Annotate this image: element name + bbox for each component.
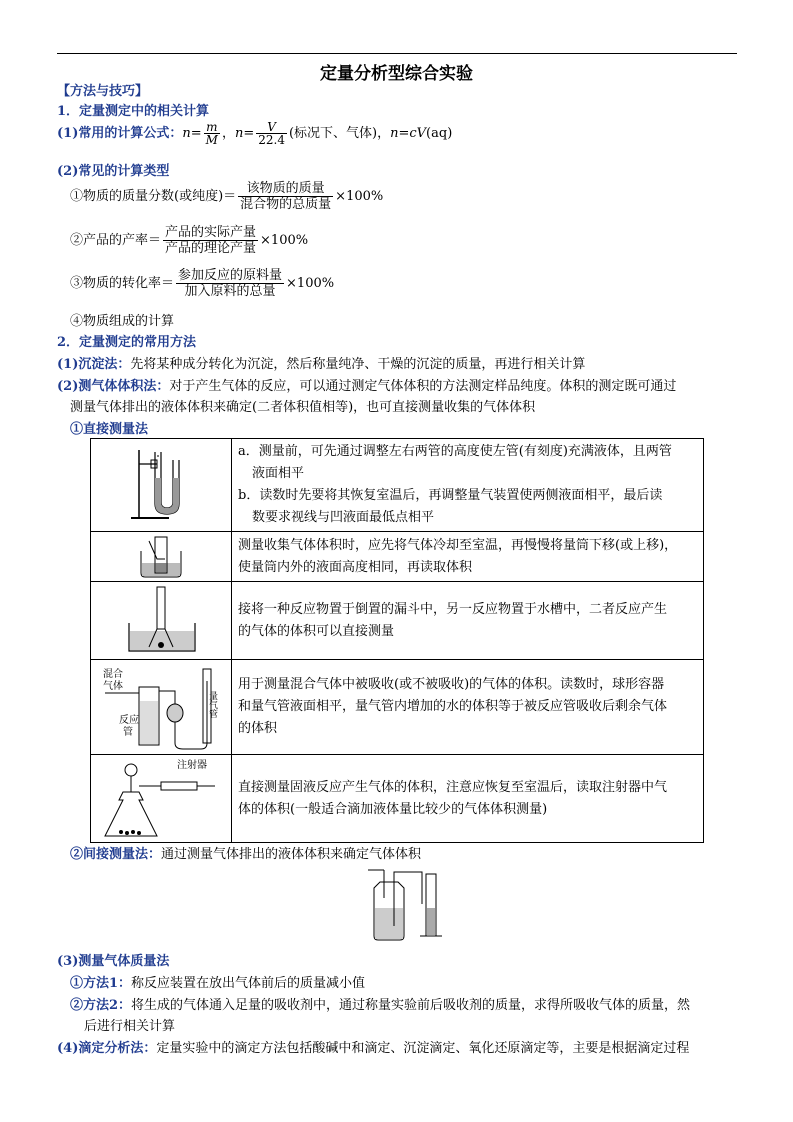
- calc1-num: 该物质的质量: [238, 181, 333, 197]
- indirect-label: ②间接测量法：: [70, 847, 162, 862]
- row1-line4: 数要求视线与凹液面最低点相平: [252, 510, 435, 525]
- row3-line2: 的气体的体积可以直接测量: [238, 623, 395, 639]
- row1-line1: a．测量前，可先通过调整左右两管的高度使左管(有刻度)充满液体，且两管: [238, 444, 672, 459]
- m3b-text: 将生成的气体通入足量的吸收剂中，通过称量实验前后吸收剂的质量，求得所吸收气体的质量，然: [131, 998, 691, 1013]
- m2-label: (2)测气体体积法：: [57, 379, 170, 394]
- m1-text: 先将某种成分转化为沉淀，然后称量纯净、干燥的沉淀的质量，再进行相关计算: [130, 357, 586, 372]
- formula-n1: n: [182, 126, 191, 141]
- calc-composition: ④物质组成的计算: [70, 314, 175, 329]
- m2-text-cont: 测量气体排出的液体体积来确定(二者体积值相等)，也可直接测量收集的气体体积: [70, 400, 536, 415]
- calc2-frac: [163, 225, 258, 256]
- formula-comma: ，: [221, 126, 235, 141]
- syringe-flask-figure: [91, 756, 231, 842]
- graduated-cylinder-figure: [91, 533, 231, 581]
- calc2-lead: ②产品的产率＝: [70, 233, 162, 248]
- method-gas-volume: [57, 375, 676, 394]
- calc3-den: 加入原料的总量: [184, 284, 276, 299]
- formula-tail: (标况下、气体)，: [288, 126, 391, 141]
- calc1-den: 混合物的总质量: [240, 197, 332, 212]
- m4-label: (4)滴定分析法：: [57, 1041, 157, 1056]
- frac-num-m: m: [204, 121, 220, 134]
- m3b-text-cont: 后进行相关计算: [84, 1019, 176, 1034]
- fig-syringe-cell: [91, 755, 232, 843]
- calc3-num: 参加反应的原料量: [178, 268, 283, 283]
- calc1-tail: ×100%: [335, 189, 384, 204]
- inverted-funnel-figure: [91, 583, 231, 659]
- m4-titration: [57, 1037, 689, 1056]
- row5-line1: 直接测量固液反应产生气体的体积，注意应恢复至室温后，读取注射器中气: [238, 779, 668, 795]
- row2-line1: 测量收集气体体积时，应先将气体冷却至室温，再慢慢将量筒下移(或上移)，: [238, 537, 678, 553]
- frac-num-V: V: [256, 121, 287, 134]
- calc1-lead: ①物质的质量分数(或纯度)＝: [70, 189, 237, 204]
- m3-method2: [70, 994, 690, 1013]
- formula-n2: n: [234, 126, 244, 141]
- row5-line2: 体的体积(一般适合滴加液体量比较少的气体体积测量): [238, 801, 548, 817]
- fig-funnel-cell: [91, 582, 232, 660]
- calc1-frac: [238, 181, 333, 212]
- row1-line3: b．读数时先要将其恢复室温后，再调整量气装置使两侧液面相平，最后读: [238, 488, 663, 503]
- frac-den-22-4: 22.4: [258, 133, 285, 147]
- fig5-label-syringe: 注射器: [177, 759, 207, 771]
- fig-gas-burette-cell: [91, 660, 232, 755]
- row4-line2: 和量气管液面相平，量气管内增加的水的体积等于被反应管吸收后剩余气体: [238, 699, 668, 714]
- direct-label: ①直接测量法: [70, 422, 149, 437]
- row5-text: [232, 755, 704, 843]
- s1-heading: 1．定量测定中的相关计算: [57, 104, 210, 119]
- calc-yield: [70, 225, 308, 256]
- gas-burette-figure: [91, 661, 231, 754]
- indirect-figure: [360, 864, 450, 944]
- method-precipitation: [57, 353, 585, 372]
- calc2-num: 产品的实际产量: [165, 225, 257, 240]
- fig-u-tube-cell: [91, 439, 232, 532]
- formula-aq: (aq): [426, 126, 453, 141]
- formula-label: (1)常用的计算公式：: [57, 126, 183, 141]
- calc2-tail: ×100%: [260, 233, 309, 248]
- table-row: [91, 532, 704, 582]
- indirect-method: [70, 843, 421, 862]
- m4-text: 定量实验中的滴定方法包括酸碱中和滴定、沉淀滴定、氧化还原滴定等，主要是根据滴定过程: [156, 1041, 690, 1056]
- row4-line1: 用于测量混合气体中被吸收(或不被吸收)的气体的体积。读数时，球形容器: [238, 677, 665, 692]
- row1-text: [232, 439, 704, 532]
- m2-text: 对于产生气体的反应，可以通过测定气体体积的方法测定样品纯度。体积的测定既可通过: [169, 379, 677, 394]
- table-row: [91, 439, 704, 532]
- m3-label: (3)测量气体质量法: [57, 954, 170, 969]
- calc3-lead: ③物质的转化率＝: [70, 276, 175, 291]
- page-title: 定量分析型综合实验: [320, 64, 473, 84]
- m3-method1: [70, 972, 365, 991]
- frac-den-M: M: [205, 133, 218, 147]
- fig4-label-gas: 气体: [103, 680, 123, 692]
- calc-conversion: [70, 268, 334, 299]
- calc2-den: 产品的理论产量: [165, 241, 257, 256]
- calc3-frac: [176, 268, 284, 299]
- formula-ncv: n=cV: [390, 126, 427, 141]
- formula-eq2: =: [243, 126, 255, 141]
- fig4-label-mix: 混合: [103, 668, 123, 680]
- formula-line: [57, 121, 452, 146]
- calc3-tail: ×100%: [286, 276, 335, 291]
- calc-types-label: (2)常见的计算类型: [57, 164, 170, 179]
- table-row: [91, 582, 704, 660]
- calc-mass-fraction: [70, 181, 383, 212]
- row2-line2: 使量筒内外的液面高度相同，再读取体积: [238, 559, 473, 575]
- row3-line1: 接将一种反应物置于倒置的漏斗中，另一反应物置于水槽中，二者反应产生: [238, 601, 668, 617]
- row4-line3: 的体积: [238, 721, 278, 736]
- table-row: [91, 755, 704, 843]
- direct-method-table: [90, 438, 704, 843]
- formula-eq1: =: [190, 126, 202, 141]
- u-tube-apparatus-figure: [91, 442, 231, 529]
- row3-text: [232, 582, 704, 660]
- fig4-label-react: 反应: [119, 714, 139, 726]
- m3a-label: ①方法1：: [70, 976, 132, 991]
- formula-frac-mass: [204, 121, 220, 146]
- row4-text: [232, 660, 704, 755]
- table-row: [91, 660, 704, 755]
- header-rule: [57, 53, 737, 54]
- bottle-cylinder-figure: [360, 864, 450, 944]
- row1-line2: 液面相平: [252, 466, 305, 481]
- formula-frac-volume: [256, 121, 287, 146]
- s2-heading: 2．定量测定的常用方法: [57, 335, 197, 350]
- indirect-text: 通过测量气体排出的液体体积来确定气体体积: [161, 847, 422, 862]
- fig4-label-tube: 管: [123, 726, 133, 738]
- row2-text: [232, 532, 704, 582]
- fig4-label-meter: 量气管: [207, 690, 217, 718]
- fig-cylinder-cell: [91, 532, 232, 582]
- m1-label: (1)沉淀法：: [57, 357, 131, 372]
- m3b-label: ②方法2：: [70, 998, 132, 1013]
- section-head: 【方法与技巧】: [57, 84, 149, 99]
- m3a-text: 称反应装置在放出气体前后的质量减小值: [131, 976, 366, 991]
